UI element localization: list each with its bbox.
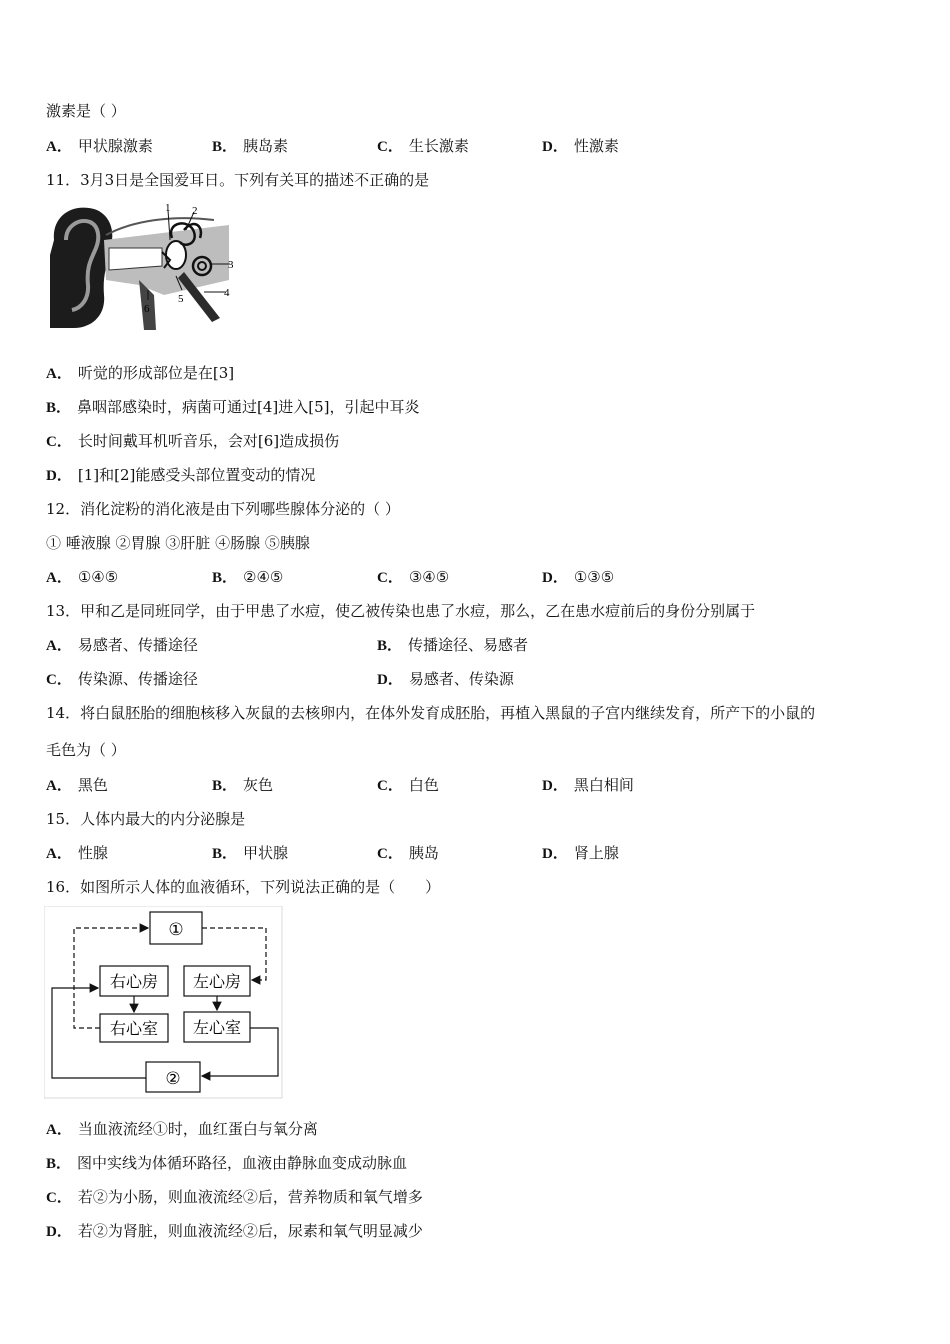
ear-label-3: 3 — [228, 259, 234, 271]
lung-box-label: ① — [168, 920, 184, 940]
ear-label-1: 1 — [165, 202, 171, 214]
q10-stem-tail: 激素是（ ） — [46, 102, 126, 120]
q14-option-b: B． 灰色 — [212, 776, 274, 794]
right-atrium-label: 右心房 — [109, 972, 159, 991]
q16-option-d: D． 若②为肾脏，则血液流经②后，尿素和氧气明显减少 — [46, 1222, 423, 1240]
q15-option-a: A． 性腺 — [46, 844, 108, 862]
q12-gland-list: ① 唾液腺 ②胃腺 ③肝脏 ④肠腺 ⑤胰腺 — [46, 534, 310, 552]
ear-label-6: 6 — [144, 303, 150, 315]
q10-option-d: D． 性激素 — [542, 137, 619, 155]
organ-box-label: ② — [165, 1069, 181, 1089]
blood-circulation-diagram — [44, 906, 284, 1100]
q15-option-b: B． 甲状腺 — [212, 844, 289, 862]
left-ventricle-label: 左心室 — [192, 1018, 242, 1037]
left-atrium-label: 左心房 — [192, 972, 242, 991]
q11-option-c: C． 长时间戴耳机听音乐，会对[6]造成损伤 — [46, 432, 340, 450]
q16-option-b: B． 图中实线为体循环路径，血液由静脉血变成动脉血 — [46, 1154, 408, 1172]
q14-option-d: D． 黑白相间 — [542, 776, 634, 794]
q13-stem: 13．甲和乙是同班同学，由于甲患了水痘，使乙被传染也患了水痘，那么，乙在患水痘前后的身份分别属于 — [46, 602, 756, 620]
q13-option-c: C． 传染源、传播途径 — [46, 670, 198, 688]
q14-option-a: A． 黑色 — [46, 776, 108, 794]
q11-option-d: D． [1]和[2]能感受头部位置变动的情况 — [46, 466, 316, 484]
ear-anatomy-figure — [44, 200, 236, 336]
q11-option-a: A． 听觉的形成部位是在[3] — [46, 364, 235, 382]
q14-option-c: C． 白色 — [377, 776, 439, 794]
q12-stem: 12．消化淀粉的消化液是由下列哪些腺体分泌的（ ） — [46, 500, 400, 518]
q11-stem: 11．3月3日是全国爱耳日。下列有关耳的描述不正确的是 — [46, 171, 430, 189]
q15-option-c: C． 胰岛 — [377, 844, 439, 862]
q14-stem-line1: 14．将白鼠胚胎的细胞核移入灰鼠的去核卵内，在体外发育成胚胎，再植入黑鼠的子宫内继续发育，所产下的小鼠的 — [46, 704, 816, 722]
q16-option-c: C． 若②为小肠，则血液流经②后，营养物质和氧气增多 — [46, 1188, 423, 1206]
ear-label-4: 4 — [224, 287, 230, 299]
q12-option-d: D． ①③⑤ — [542, 568, 615, 586]
q11-option-b: B． 鼻咽部感染时，病菌可通过[4]进入[5]，引起中耳炎 — [46, 398, 420, 416]
q14-stem-line2: 毛色为（ ） — [46, 741, 126, 759]
q13-option-b: B． 传播途径、易感者 — [377, 636, 529, 654]
q12-option-a: A． ①④⑤ — [46, 568, 119, 586]
q10-option-c: C． 生长激素 — [377, 137, 469, 155]
ear-label-5: 5 — [178, 293, 184, 305]
q10-option-a: A． 甲状腺激素 — [46, 137, 153, 155]
ear-label-2: 2 — [192, 205, 198, 217]
q16-stem: 16．如图所示人体的血液循环，下列说法正确的是（ ） — [46, 878, 441, 896]
q16-option-a: A． 当血液流经①时，血红蛋白与氧分离 — [46, 1120, 318, 1138]
q10-option-b: B． 胰岛素 — [212, 137, 289, 155]
q12-option-b: B． ②④⑤ — [212, 568, 284, 586]
q15-stem: 15．人体内最大的内分泌腺是 — [46, 810, 246, 828]
q12-option-c: C． ③④⑤ — [377, 568, 450, 586]
q13-option-d: D． 易感者、传染源 — [377, 670, 514, 688]
q15-option-d: D． 肾上腺 — [542, 844, 619, 862]
q13-option-a: A． 易感者、传播途径 — [46, 636, 198, 654]
right-ventricle-label: 右心室 — [109, 1019, 159, 1038]
